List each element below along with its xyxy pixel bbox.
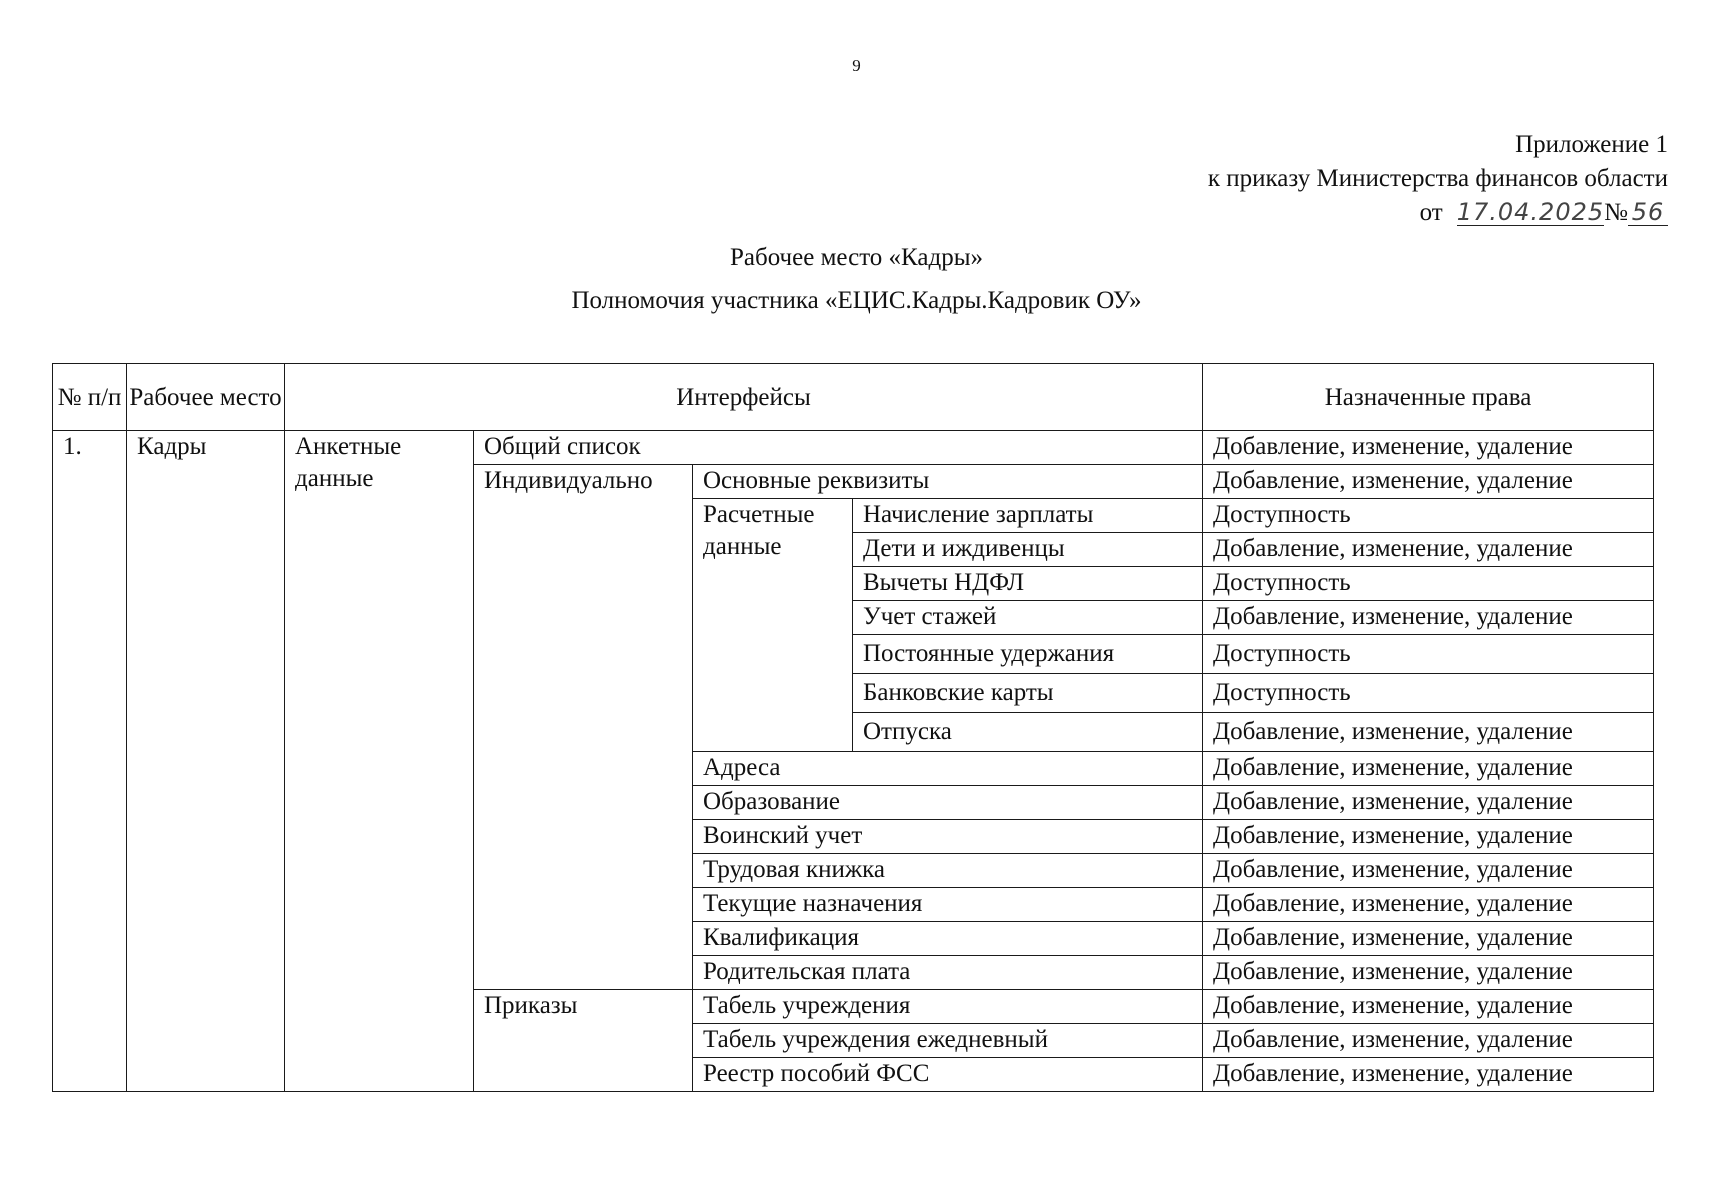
interface-cell: Трудовая книжка xyxy=(693,854,1203,888)
interface-cell: Вычеты НДФЛ xyxy=(853,567,1203,601)
number-label: № xyxy=(1604,199,1628,226)
rights-cell: Добавление, изменение, удаление xyxy=(1203,854,1654,888)
rights-cell: Добавление, изменение, удаление xyxy=(1203,922,1654,956)
row-number: 1. xyxy=(53,431,127,1092)
interface-cell: Основные реквизиты xyxy=(693,465,1203,499)
appendix-date-line xyxy=(1208,196,1668,230)
section-cell: Анкетные данные xyxy=(285,431,474,1092)
rights-cell: Добавление, изменение, удаление xyxy=(1203,533,1654,567)
rights-cell: Добавление, изменение, удаление xyxy=(1203,956,1654,990)
interface-cell: Отпуска xyxy=(853,713,1203,752)
permissions-title: Полномочия участника «ЕЦИС.Кадры.Кадровик ОУ» xyxy=(571,287,1142,314)
interface-cell: Квалификация xyxy=(693,922,1203,956)
from-label: от xyxy=(1419,199,1443,226)
rights-cell: Добавление, изменение, удаление xyxy=(1203,1024,1654,1058)
permissions-table xyxy=(52,363,1654,1092)
workplace-cell: Кадры xyxy=(127,431,285,1092)
table-row xyxy=(53,431,1654,465)
interface-cell: Постоянные удержания xyxy=(853,635,1203,674)
table-header-row xyxy=(53,364,1654,431)
interface-cell: Табель учреждения ежедневный xyxy=(693,1024,1203,1058)
rights-cell: Добавление, изменение, удаление xyxy=(1203,713,1654,752)
interface-cell: Текущие назначения xyxy=(693,888,1203,922)
rights-cell: Добавление, изменение, удаление xyxy=(1203,786,1654,820)
interface-cell: Образование xyxy=(693,786,1203,820)
rights-cell: Добавление, изменение, удаление xyxy=(1203,465,1654,499)
rights-cell: Добавление, изменение, удаление xyxy=(1203,1058,1654,1092)
interface-cell: Адреса xyxy=(693,752,1203,786)
header-rights: Назначенные права xyxy=(1203,364,1654,431)
header-workplace: Рабочее место xyxy=(127,364,285,431)
appendix-order-reference: к приказу Министерства финансов области xyxy=(1207,165,1668,192)
interface-cell: Табель учреждения xyxy=(693,990,1203,1024)
interface-cell: Общий список xyxy=(474,431,1203,465)
page-number: 9 xyxy=(852,56,861,75)
rights-cell: Доступность xyxy=(1203,567,1654,601)
interface-cell: Реестр пособий ФСС xyxy=(693,1058,1203,1092)
interface-cell: Банковские карты xyxy=(853,674,1203,713)
rights-cell: Добавление, изменение, удаление xyxy=(1203,601,1654,635)
interface-group-cell: Расчетные данные xyxy=(693,499,853,752)
appendix-title: Приложение 1 xyxy=(1515,131,1668,158)
interface-cell: Дети и иждивенцы xyxy=(853,533,1203,567)
rights-cell: Добавление, изменение, удаление xyxy=(1203,752,1654,786)
interface-cell: Учет стажей xyxy=(853,601,1203,635)
interface-group-cell: Индивидуально xyxy=(474,465,693,990)
workplace-title: Рабочее место «Кадры» xyxy=(729,244,984,271)
header-interfaces: Интерфейсы xyxy=(285,364,1203,431)
rights-cell: Добавление, изменение, удаление xyxy=(1203,888,1654,922)
interface-cell: Воинский учет xyxy=(693,820,1203,854)
handwritten-number: 56 xyxy=(1628,199,1668,226)
appendix-block xyxy=(1208,128,1668,230)
header-num: № п/п xyxy=(53,364,127,431)
rights-cell: Добавление, изменение, удаление xyxy=(1203,431,1654,465)
interface-group-cell: Приказы xyxy=(474,990,693,1092)
interface-cell: Начисление зарплаты xyxy=(853,499,1203,533)
handwritten-date: 17.04.2025 xyxy=(1456,198,1605,226)
rights-cell: Доступность xyxy=(1203,635,1654,674)
rights-cell: Добавление, изменение, удаление xyxy=(1203,990,1654,1024)
rights-cell: Доступность xyxy=(1203,674,1654,713)
rights-cell: Добавление, изменение, удаление xyxy=(1203,820,1654,854)
rights-cell: Доступность xyxy=(1203,499,1654,533)
interface-cell: Родительская плата xyxy=(693,956,1203,990)
